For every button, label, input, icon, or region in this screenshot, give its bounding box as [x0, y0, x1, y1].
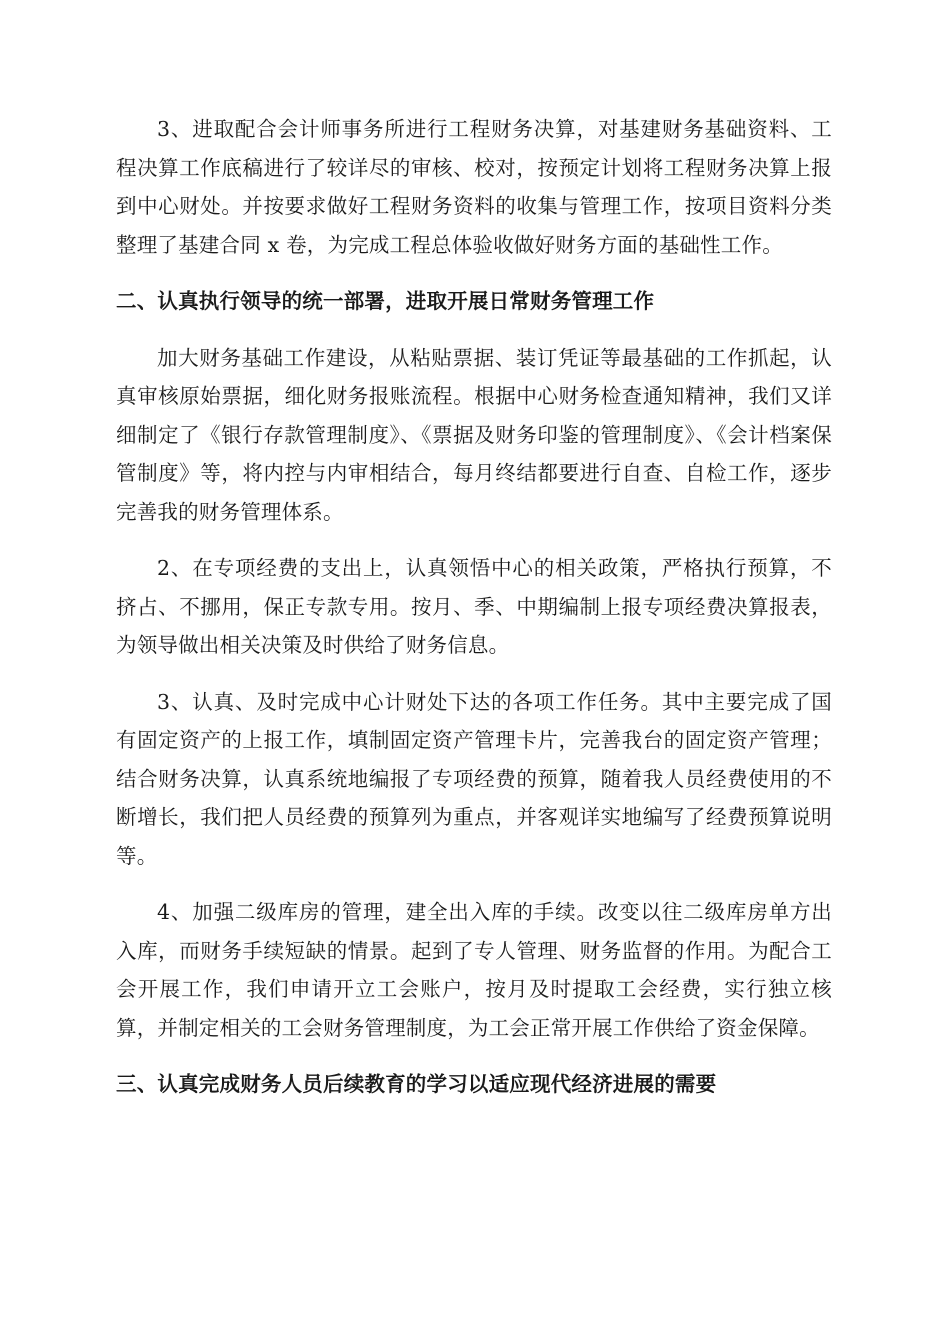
section-heading-2: 二、认真执行领导的统一部署，进取开展日常财务管理工作	[116, 289, 655, 313]
paragraph-item-4-warehouse: 4、加强二级库房的管理，建全出入库的手续。改变以往二级库房单方出入库，而财务手续短缺的情景。起到了专人管理、财务监督的作用。为配合工会开展工作，我们申请开立工会账户，按月及时提取工会经费，实行独立核算，并制定相关的工会财务管理制度，为工会正常开展工作供给了资金保障。	[116, 900, 832, 1040]
paragraph-item-2-special-funds: 2、在专项经费的支出上，认真领悟中心的相关政策，严格执行预算，不挤占、不挪用，保正专款专用。按月、季、中期编制上报专项经费决算报表，为领导做出相关决策及时供给了财务信息。	[116, 556, 832, 657]
paragraph-item-3-tasks: 3、认真、及时完成中心计财处下达的各项工作任务。其中主要完成了国有固定资产的上报工作，填制固定资产管理卡片，完善我台的固定资产管理；结合财务决算，认真系统地编报了专项经费的预算，随着我人员经费使用的不断增长，我们把人员经费的预算列为重点，并客观详实地编写了经费预算说明等。	[116, 689, 832, 868]
paragraph-item-3-final-accounts: 3、进取配合会计师事务所进行工程财务决算，对基建财务基础资料、工程决算工作底稿进行了较详尽的审核、校对，按预定计划将工程财务决算上报到中心财处。并按要求做好工程财务资料的收集与管理工作，按项目资料分类整理了基建合同 x 卷，为完成工程总体验收做好财务方面的基础性工作。	[116, 117, 832, 257]
paragraph-basic-work: 加大财务基础工作建设，从粘贴票据、装订凭证等最基础的工作抓起，认真审核原始票据，细化财务报账流程。根据中心财务检查通知精神，我们又详细制定了《银行存款管理制度》、《票据及财务印鉴的管理制度》、《会计档案保管制度》等，将内控与内审相结合，每月终结都要进行自查、自检工作，逐步完善我的财务管理体系。	[116, 345, 832, 524]
document-body	[116, 110, 832, 1122]
section-heading-3: 三、认真完成财务人员后续教育的学习以适应现代经济进展的需要	[116, 1072, 717, 1096]
